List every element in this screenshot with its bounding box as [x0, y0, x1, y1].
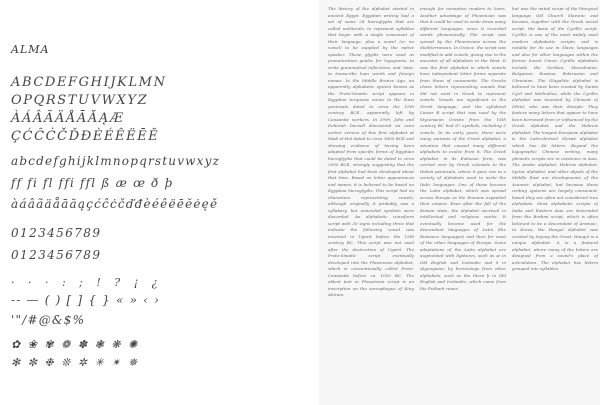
font-name-title: ALMA	[11, 43, 50, 56]
text-column-2: enough for nonnative readers to learn. Another advantage of Phoenician was that it could be used to write down many different languages, since it recorded words phonemically. The script was spread by the Phoenicians across the Mediterranean. In Greece, the script was modified to add vowels, giving rise to the ancestor of all alphabets in the West. It was the first alphabet in which vowels have independent letter forms separate from those of consonants. The Greeks chose letters representing sounds that did not exist in Greek to represent vowels. Vowels are significant in the Greek language, and the syllabical Linear B script that was used by the Mycenaean Greeks from the 16th century BC had 87 symbols, including 5 vowels. In its early years, there were many variants of the Greek alphabet, a situation that caused many different alphabets to evolve from it. The Greek alphabet, in its Euboean form, was carried over by Greek colonists to the Italian peninsula, where it gave rise to a variety of alphabets used to write the Italic languages. One of these became the Latin alphabet, which was spread across Europe as the Romans expanded their empire. Even after the fall of the Roman state, the alphabet survived in intellectual and religious works. It eventually became used for the descendant languages of Latin (the Romance languages) and then for most of the other languages of Europe. Some adaptations of the Latin alphabet are augmented with ligatures, such as æ in Old English and Icelandic and ȣ in Algonquian; by borrowings from other alphabets, such as the thorn þ in Old English and Icelandic, which came from the Futhark runes.	[420, 6, 506, 291]
glyph-row-numerals: 0123456789	[11, 226, 102, 240]
glyph-row-symbols: '"/#@&$%	[11, 313, 86, 327]
glyph-row-numerals: 0123456789	[11, 248, 102, 262]
glyph-row-uppercase: ABCDEFGHIJKLMN	[11, 75, 167, 90]
glyph-row-lowercase: abcdefghijklmnopqrstuvwxyz	[11, 154, 221, 168]
glyph-row-uppercase-accented: ÇĆĈĊČĎĐÈÉÊËĒĔ	[11, 129, 160, 144]
glyph-row-uppercase: OPQRSTUVWXYZ	[11, 93, 149, 108]
glyph-row-ligatures: ff fi fl ffi ffl ß æ œ ð þ	[11, 176, 174, 190]
glyph-row-ornaments: ✻ ✼ ❉ ❊ ✲ ✳ ✴ ✵	[11, 356, 140, 369]
glyph-row-uppercase-accented: ÀÁÂÃÄÅĀĂĄÆ	[11, 111, 125, 126]
text-column-3: but was the initial script of the liturgical language Old Church Slavonic and became, together with the Greek uncial script, the basis of the Cyrillic script. Cyrillic is one of the most widely used modern alphabetic scripts, and is notable for its use in Slavic languages and also for other languages within the former Soviet Union. Cyrillic alphabets include the Serbian, Macedonian, Bulgarian, Russian, Belarusian and Ukrainian. The Glagolitic alphabet is believed to have been created by Saints Cyril and Methodius, while the Cyrillic alphabet was invented by Clement of Ohrid, who was their disciple. They feature many letters that appear to have been borrowed from or influenced by the Greek alphabet and the Hebrew alphabet. The longest European alphabet is the Latin-derived Slovak alphabet which has 46 letters. Beyond the logographic Chinese writing, many phonetic scripts are in existence in Asia. The Arabic alphabet, Hebrew alphabet, Syriac alphabet, and other abjads of the Middle East are developments of the Aramaic alphabet, but because these writing systems are largely consonant-based they are often not considered true alphabets. Most alphabetic scripts of India and Eastern Asia are descended from the Brahmi script, which is often believed to be a descendant of Aramaic. In Korea, the Hangul alphabet was created by Sejong the Great. Hangul is a unique alphabet: it is a featural alphabet, where many of the letters are designed from a sound's place of articulation. The alphabet has letters grouped into syllables.	[512, 6, 598, 271]
glyph-row-brackets: -- — ( ) [ ] { } « » ‹ ›	[11, 293, 161, 307]
text-column-1: The history of the alphabet started in ancient Egypt. Egyptian writing had a set of some 24 hieroglyphs that are called uniliterals, to represent syllables that begin with a single consonant of their language, plus a vowel (or no vowel) to be supplied by the native speaker. These glyphs were used as pronunciation guides for logograms, to write grammatical inflections, and, later, to transcribe loan words and foreign names. In the Middle Bronze Age, an apparently alphabetic system known as the Proto-Sinaitic script appears in Egyptian turquoise mines in the Sinai peninsula dated to circa the 15th century BCE, apparently left by Canaanite workers. In 1999, John and Deborah Darnell discovered an even earlier version of this first alphabet at Wadi el-Hol dated to circa 1800 BCE and showing evidence of having been adapted from specific forms of Egyptian hieroglyphs that could be dated to circa 2000 BCE, strongly suggesting that the first alphabet had been developed about that time. Based on letter appearances and names, it is believed to be based on Egyptian hieroglyphs. This script had no characters representing vowels, although originally it probably was a syllabary, but unneeded symbols were discarded. An alphabetic cuneiform script with 30 signs including three that indicate the following vowel was invented in Ugarit before the 15th century BC. This script was not used after the destruction of Ugarit. The Proto-Sinaitic script eventually developed into the Phoenician alphabet, which is conventionally called Proto-Canaanite before ca. 1050 BC. The oldest text in Phoenician script is an inscription on the sarcophagus of King Ahiram.	[328, 6, 414, 297]
glyph-row-punctuation: · · · : ; ! ? ¡ ¿	[11, 276, 163, 289]
glyph-row-ornaments: ✿ ❀ ✾ ❁ ✽ ❃ ❋ ✺	[11, 338, 140, 351]
glyph-row-lowercase-accented: àáâãäåāăąçćĉċčďđèéêëēĕėęě	[11, 197, 219, 211]
